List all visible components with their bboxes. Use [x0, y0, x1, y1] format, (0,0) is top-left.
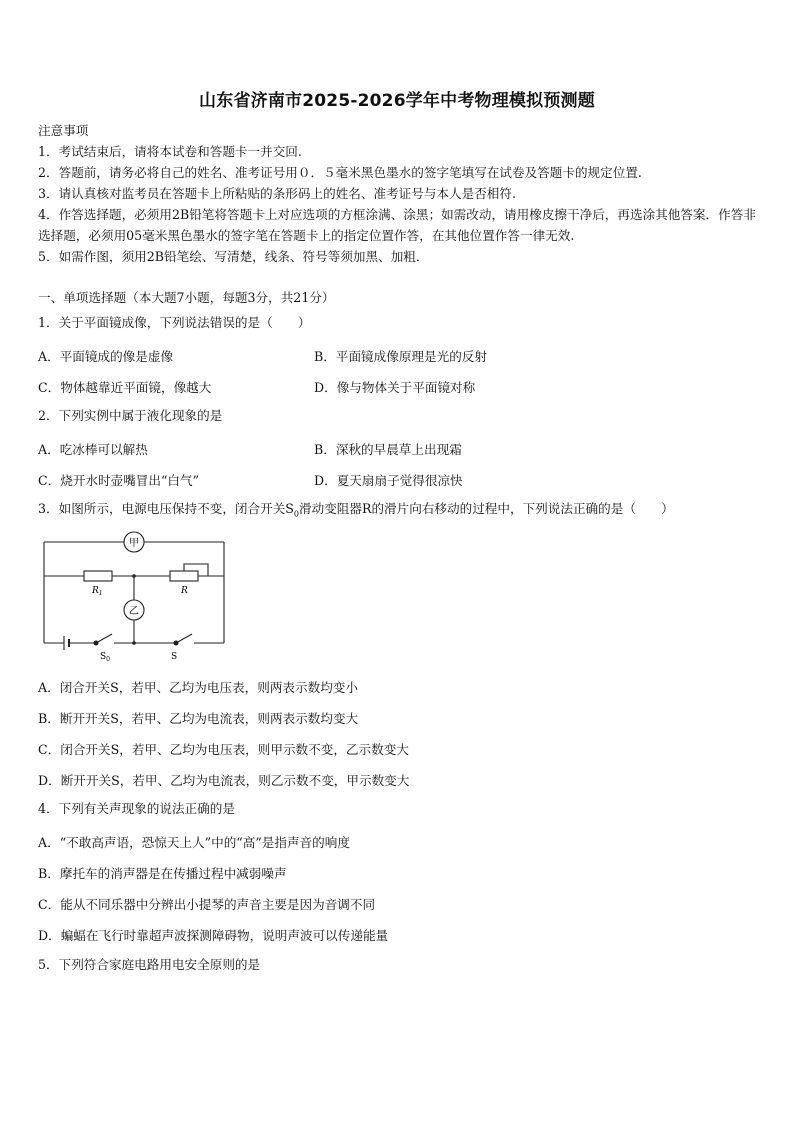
q2-option-a: A．吃冰棒可以解热: [38, 442, 148, 457]
rheostat-slider: [184, 564, 208, 576]
s0-label: $S_0$: [100, 652, 110, 663]
switch-s-blade: [176, 634, 192, 643]
q5-stem: 5．下列符合家庭电路用电安全原则的是: [38, 957, 261, 972]
circuit-diagram: [38, 526, 238, 666]
notice-item-5: 5．如需作图，须用2B铅笔绘、写清楚，线条、符号等须加黑、加粗．: [38, 249, 429, 264]
notice-item-2: 2．答题前，请务必将自己的姓名、准考证号用０．５毫米黑色墨水的签字笔填写在试卷及答题卡的规定位置.: [38, 165, 642, 180]
r-label: R: [181, 586, 188, 596]
q2-stem: 2．下列实例中属于液化现象的是: [38, 408, 223, 423]
notice-item-1: 1．考试结束后，请将本试卷和答题卡一并交回.: [38, 144, 302, 159]
q4-option-c: C．能从不同乐器中分辨出小提琴的声音主要是因为音调不同: [38, 897, 376, 912]
junction-top: [132, 574, 136, 578]
q4-option-b: B．摩托车的消声器是在传播过程中减弱噪声: [38, 866, 287, 881]
q4-stem: 4．下列有关声现象的说法正确的是: [38, 801, 235, 816]
q3-stem-post: 滑动变阻器R的滑片向右移动的过程中，下列说法正确的是（ ）: [299, 501, 674, 516]
junction-bottom: [132, 641, 136, 645]
rheostat-r: [170, 571, 198, 581]
q3-stem-pre: 3．如图所示，电源电压保持不变，闭合开关S: [38, 501, 294, 516]
s-label: S: [171, 652, 178, 662]
notice-item-4: 4．作答选择题，必须用2B铅笔将答题卡上对应选项的方框涂满、涂黑；如需改动，请用橡皮擦干净后，再选涂其他答案．作答非选择题，必须用05毫米黑色墨水的签字笔在答题卡上的指定位置作答，在其他位置作答一律无效.: [38, 207, 756, 243]
q3-option-d: D．断开开关S，若甲、乙均为电流表，则乙示数不变，甲示数变大: [38, 773, 410, 788]
section-heading: 一、单项选择题（本大题7小题，每题3分，共21分）: [38, 290, 335, 305]
meter-yi-label: 乙: [129, 606, 139, 617]
q3-stem-sub: 0: [293, 509, 300, 519]
q4-option-d: D．蝙蝠在飞行时靠超声波探测障碍物，说明声波可以传递能量: [38, 928, 389, 943]
q4-option-a: A．“不敢高声语，恐惊天上人”中的“高”是指声音的响度: [38, 835, 350, 850]
q3-stem: [38, 501, 674, 523]
q3-option-a: A．闭合开关S，若甲、乙均为电压表，则两表示数均变小: [38, 680, 358, 695]
q2-option-c: C．烧开水时壶嘴冒出“白气”: [38, 473, 200, 488]
notice-heading: 注意事项: [38, 123, 89, 138]
switch-s0-blade: [96, 634, 112, 643]
q1-option-a: A．平面镜成的像是虚像: [38, 349, 174, 364]
q1-stem: 1．关于平面镜成像，下列说法错误的是（ ）: [38, 315, 311, 330]
q1-option-d: D．像与物体关于平面镜对称: [314, 380, 476, 395]
q2-option-d: D．夏天扇扇子觉得很凉快: [314, 473, 463, 488]
r1-label: $R_1$: [92, 586, 103, 597]
q3-option-b: B．断开开关S，若甲、乙均为电流表，则两表示数均变大: [38, 711, 359, 726]
page-title: 山东省济南市2025-2026学年中考物理模拟预测题: [199, 91, 595, 111]
q2-option-b: B．深秋的早晨草上出现霜: [314, 442, 462, 457]
q1-option-b: B．平面镜成像原理是光的反射: [314, 349, 487, 364]
notice-item-3: 3．请认真核对监考员在答题卡上所粘贴的条形码上的姓名、准考证号与本人是否相符.: [38, 186, 516, 201]
meter-jia-label: 甲: [129, 538, 139, 549]
resistor-r1: [84, 571, 112, 581]
q1-option-c: C．物体越靠近平面镜，像越大: [38, 380, 212, 395]
q3-option-c: C．闭合开关S，若甲、乙均为电压表，则甲示数不变，乙示数变大: [38, 742, 409, 757]
